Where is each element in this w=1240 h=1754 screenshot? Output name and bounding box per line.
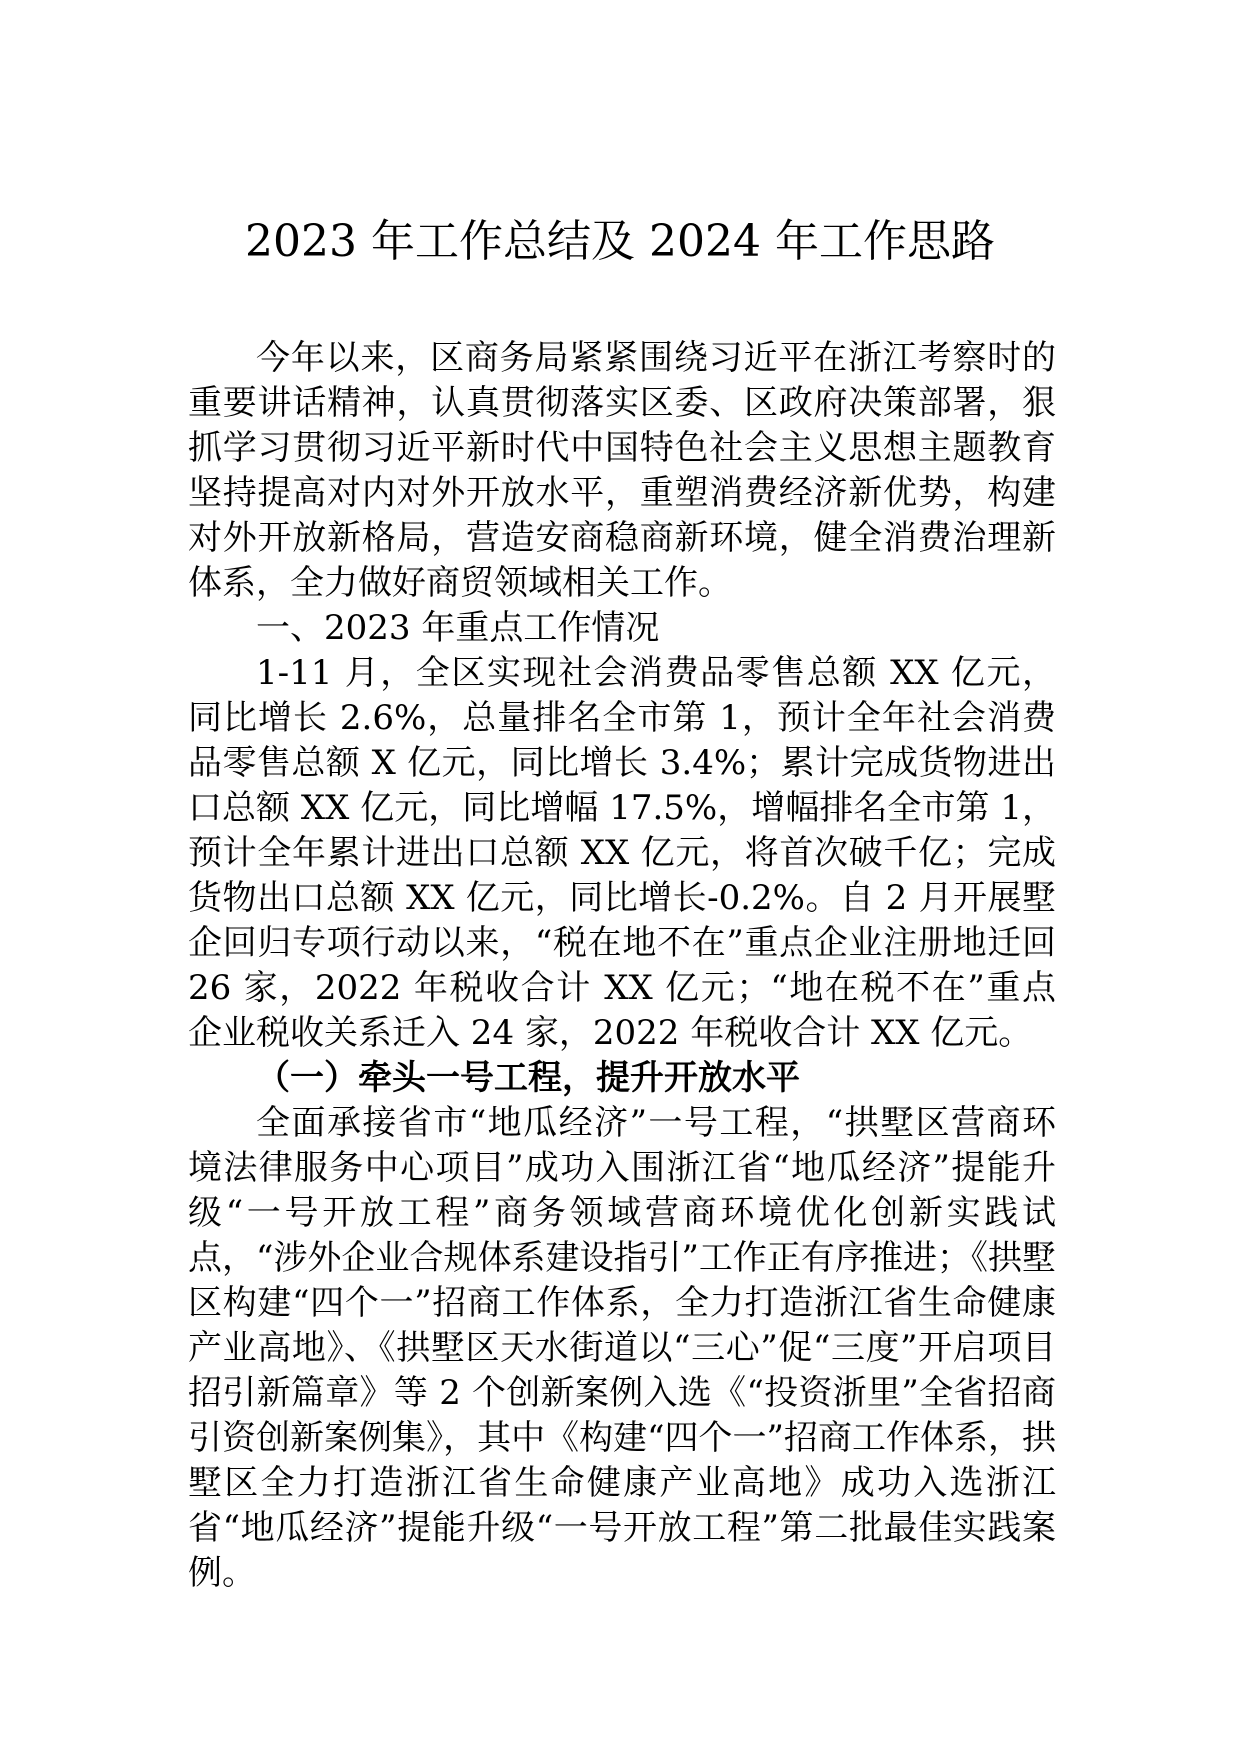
document-title: 2023 年工作总结及 2024 年工作思路 xyxy=(245,216,995,267)
intro-paragraph: 今年以来，区商务局紧紧围绕习近平在浙江考察时的重要讲话精神，认真贯彻落实区委、区政府决策部署，狠抓学习贯彻习近平新时代中国特色社会主义思想主题教育坚持提高对内对外开放水平，重塑消费经济新优势，构建对外开放新格局，营造安商稳商新环境，健全消费治理新体系，全力做好商贸领域相关工作。 xyxy=(188,338,1056,603)
summary-paragraph: 1-11 月，全区实现社会消费品零售总额 XX 亿元，同比增长 2.6%，总量排名全市第 1，预计全年社会消费品零售总额 X 亿元，同比增长 3.4%；累计完成货物进出口总额 XX 亿元，同比增幅 17.5%，增幅排名全市第 1，预计全年累计进出口总额 XX 亿元，将首次破千亿；完成货物出口总额 XX 亿元，同比增长-0.2%。自 2 月开展墅企回归专项行动以来，“税在地不在”重点企业注册地迁回 26 家，2022 年税收合计 XX 亿元；“地在税不在”重点企业税收关系迁入 24 家，2022 年税收合计 XX 亿元。 xyxy=(188,653,1056,1053)
section-heading-1: 一、2023 年重点工作情况 xyxy=(256,608,660,648)
subsection-paragraph-1: 全面承接省市“地瓜经济”一号工程，“拱墅区营商环境法律服务中心项目”成功入围浙江省“地瓜经济”提能升级“一号开放工程”商务领域营商环境优化创新实践试点，“涉外企业合规体系建设指引”工作正有序推进；《拱墅区构建“四个一”招商工作体系，全力打造浙江省生命健康产业高地》、《拱墅区天水街道以“三心”促“三度”开启项目招引新篇章》等 2 个创新案例入选《“投资浙里”全省招商引资创新案例集》，其中《构建“四个一”招商工作体系，拱墅区全力打造浙江省生命健康产业高地》成功入选浙江省“地瓜经济”提能升级“一号开放工程”第二批最佳实践案例。 xyxy=(188,1103,1056,1593)
subsection-heading-1: （一）牵头一号工程，提升开放水平 xyxy=(256,1058,800,1098)
document-body xyxy=(188,336,1056,1596)
